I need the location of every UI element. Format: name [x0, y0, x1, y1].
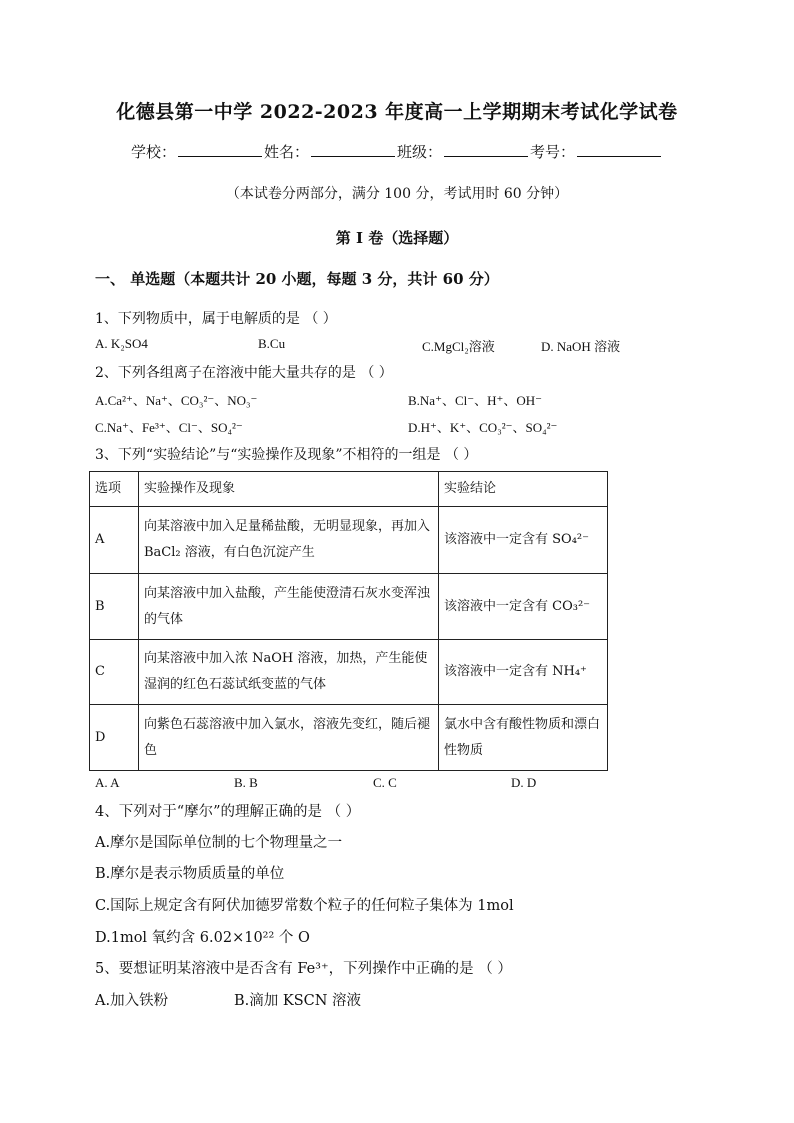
q1-option-b[interactable]: B.Cu: [258, 336, 286, 351]
part-one-heading: 第 I 卷（选择题）: [335, 229, 459, 247]
school-blank[interactable]: [178, 142, 262, 157]
exam-title: 化德县第一中学 2022-2023 年度高一上学期期末考试化学试卷: [116, 101, 678, 123]
q3-option-d[interactable]: D. D: [511, 775, 537, 790]
q5-option-a[interactable]: A.加入铁粉: [95, 993, 169, 1009]
row-option: B: [90, 574, 139, 640]
table-row: [90, 574, 608, 640]
row-option: D: [90, 705, 139, 771]
row-operation: 向某溶液中加入足量稀盐酸，无明显现象，再加入 BaCl₂ 溶液，有白色沉淀产生: [139, 507, 439, 574]
name-label: 姓名：: [263, 143, 309, 161]
table-header-row: [90, 472, 608, 507]
q5-option-b[interactable]: B.滴加 KSCN 溶液: [234, 993, 362, 1009]
header-conclusion: 实验结论: [439, 472, 608, 507]
q3-option-b[interactable]: B. B: [234, 775, 258, 790]
class-label: 班级：: [397, 143, 443, 161]
row-conclusion: 该溶液中一定含有 SO₄²⁻: [439, 507, 608, 574]
q1-stem: 1、下列物质中，属于电解质的是 （ ）: [95, 311, 337, 327]
q4-stem: 4、下列对于“摩尔”的理解正确的是 （ ）: [95, 804, 361, 820]
q2-option-d[interactable]: D.H⁺、K⁺、CO₃²⁻、SO₄²⁻: [408, 420, 558, 435]
row-operation: 向某溶液中加入盐酸，产生能使澄清石灰水变浑浊的气体: [139, 574, 439, 640]
q3-option-c[interactable]: C. C: [373, 775, 397, 790]
q2-stem: 2、下列各组离子在溶液中能大量共存的是 （ ）: [95, 365, 393, 381]
section-one-heading: 一、 单选题（本题共计 20 小题，每题 3 分，共计 60 分）: [95, 270, 499, 288]
class-blank[interactable]: [444, 142, 528, 157]
row-conclusion: 氯水中含有酸性物质和漂白性物质: [439, 705, 608, 771]
table-row: [90, 507, 608, 574]
school-label: 学校：: [130, 143, 176, 161]
row-operation: 向紫色石蕊溶液中加入氯水，溶液先变红，随后褪色: [139, 705, 439, 771]
header-operation: 实验操作及现象: [139, 472, 439, 507]
row-operation: 向某溶液中加入浓 NaOH 溶液，加热，产生能使湿润的红色石蕊试纸变蓝的气体: [139, 640, 439, 705]
q3-stem: 3、下列“实验结论”与“实验操作及现象”不相符的一组是 （ ）: [95, 447, 478, 463]
q1-option-c[interactable]: C.MgCl₂溶液: [422, 339, 495, 354]
q4-option-a[interactable]: A.摩尔是国际单位制的七个物理量之一: [95, 835, 343, 851]
q3-experiment-table: [89, 471, 608, 771]
q4-option-c[interactable]: C.国际上规定含有阿伏加德罗常数个粒子的任何粒子集体为 1mol: [95, 898, 514, 914]
q4-option-d[interactable]: D.1mol 氧约含 6.02×10²² 个 O: [95, 930, 310, 946]
header-option: 选项: [90, 472, 139, 507]
row-option: C: [90, 640, 139, 705]
table-row: [90, 640, 608, 705]
name-blank[interactable]: [311, 142, 395, 157]
q4-option-b[interactable]: B.摩尔是表示物质质量的单位: [95, 866, 285, 882]
q2-option-b[interactable]: B.Na⁺、Cl⁻、H⁺、OH⁻: [408, 393, 542, 408]
row-option: A: [90, 507, 139, 574]
row-conclusion: 该溶液中一定含有 CO₃²⁻: [439, 574, 608, 640]
q2-option-a[interactable]: A.Ca²⁺、Na⁺、CO₃²⁻、NO₃⁻: [95, 393, 258, 408]
student-info-line: [0, 141, 794, 162]
exam-note: （本试卷分两部分，满分 100 分，考试用时 60 分钟）: [225, 186, 569, 202]
exam-no-blank[interactable]: [577, 142, 661, 157]
table-row: [90, 705, 608, 771]
row-conclusion: 该溶液中一定含有 NH₄⁺: [439, 640, 608, 705]
q3-option-a[interactable]: A. A: [95, 775, 120, 790]
q2-option-c[interactable]: C.Na⁺、Fe³⁺、Cl⁻、SO₄²⁻: [95, 420, 243, 435]
q1-option-d[interactable]: D. NaOH 溶液: [541, 339, 621, 354]
q1-option-a[interactable]: A. K₂SO4: [95, 336, 148, 351]
exam-no-label: 考号：: [530, 143, 576, 161]
q5-stem: 5、要想证明某溶液中是否含有 Fe³⁺，下列操作中正确的是 （ ）: [95, 961, 512, 977]
